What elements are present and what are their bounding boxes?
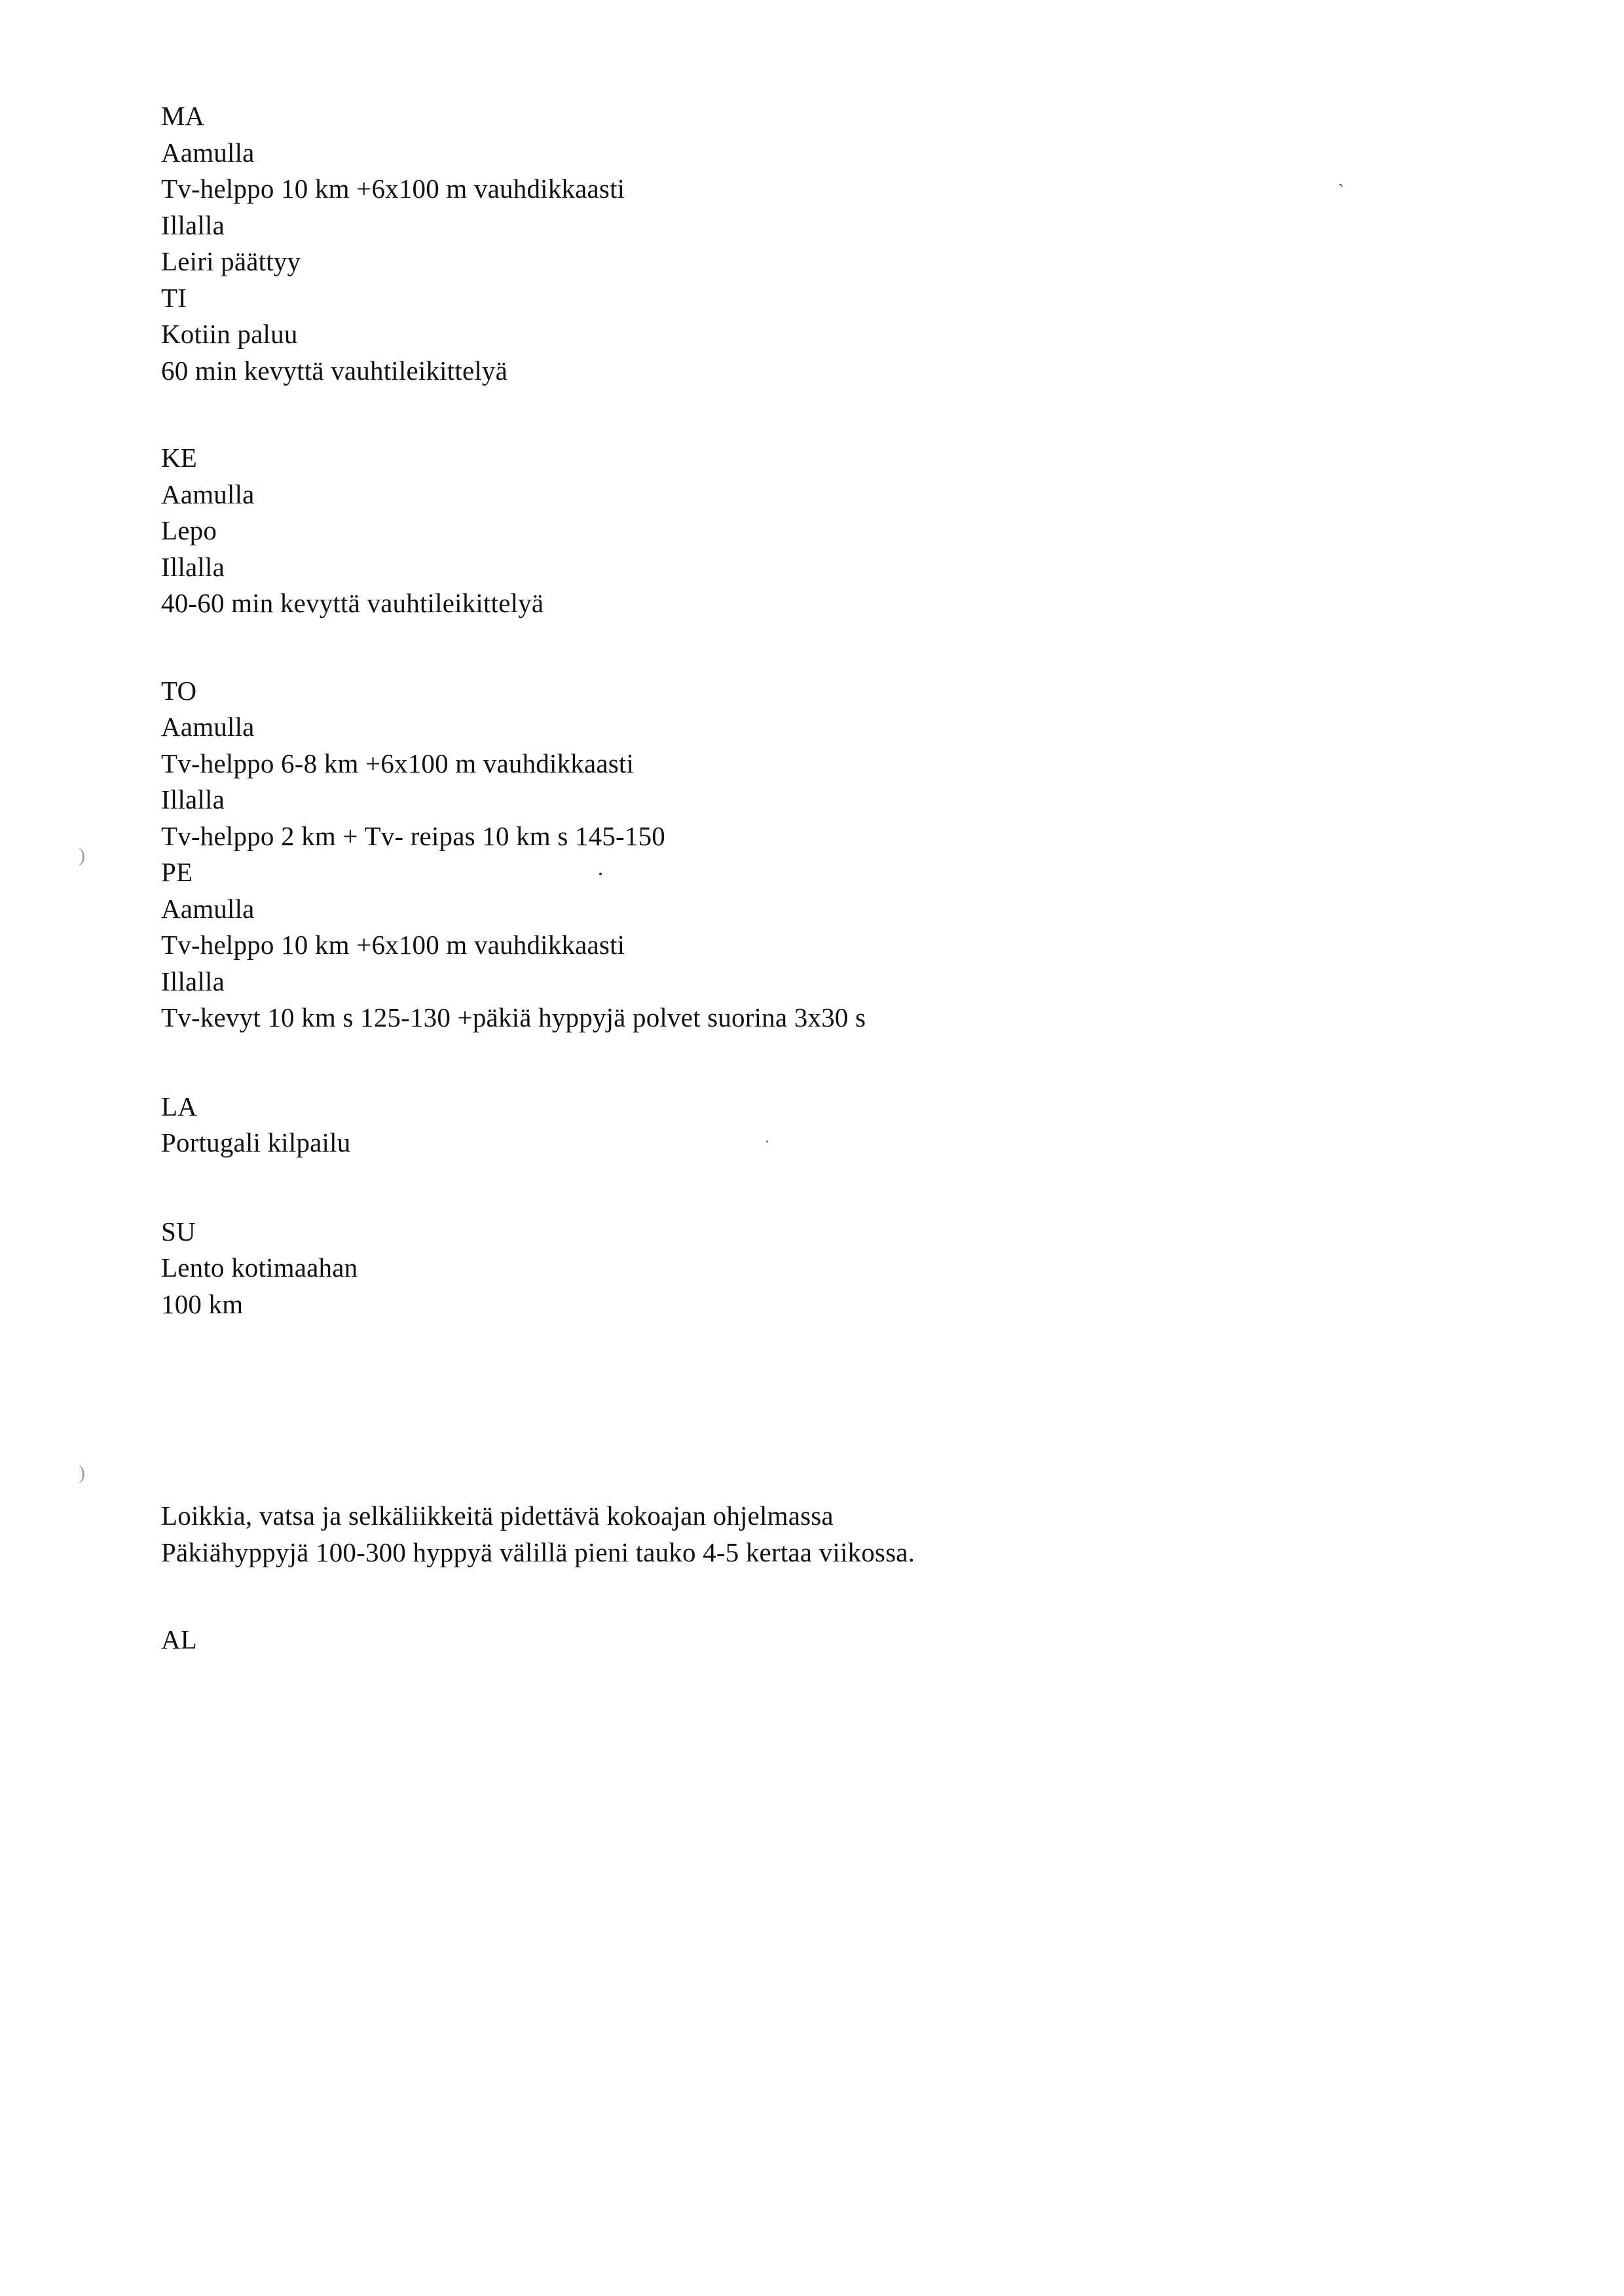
document-body [161,98,1471,1658]
evening-workout: Leiri päättyy [161,246,301,276]
evening-label: Illalla [161,966,225,996]
workout-line: 60 min kevyttä vauhtileikittelyä [161,355,508,386]
activity-line: Kotiin paluu [161,319,298,349]
day-heading-la: LA [161,1091,198,1121]
activity-line: Lento kotimaahan [161,1252,358,1283]
morning-workout: Tv-helppo 10 km +6x100 m vauhdikkaasti [161,930,625,960]
evening-workout: 40-60 min kevyttä vauhtileikittelyä [161,588,544,618]
scan-bracket-mark: ) [79,1462,85,1484]
section-ti [161,280,1471,390]
day-heading-ti: TI [161,282,187,313]
section-su [161,1214,1471,1323]
spacer [161,1571,1471,1622]
note-line: Loikkia, vatsa ja selkäliikkeitä pidettävä kokoajan ohjelmassa [161,1501,834,1531]
morning-label: Aamulla [161,479,255,509]
distance-line: 100 km [161,1288,244,1319]
section-la [161,1089,1471,1161]
day-heading-su: SU [161,1216,196,1247]
section-pe [161,854,1471,1036]
day-heading-to: TO [161,675,197,706]
author-initials: AL [161,1624,198,1654]
section-signature [161,1622,1471,1658]
morning-workout: Lepo [161,515,217,545]
spacer [161,1161,1471,1214]
evening-label: Illalla [161,210,225,240]
evening-label: Illalla [161,551,225,582]
morning-workout: Tv-helppo 10 km +6x100 m vauhdikkaasti [161,173,625,204]
note-line: Päkiähyppyjä 100-300 hyppyä välillä pieni tauko 4-5 kertaa viikossa. [161,1537,915,1567]
scan-bracket-mark: ) [79,845,85,866]
evening-label: Illalla [161,784,225,814]
morning-label: Aamulla [161,712,255,742]
scan-dot [599,873,602,875]
spacer [161,1322,1471,1434]
day-heading-ma: MA [161,101,205,131]
morning-workout: Tv-helppo 6-8 km +6x100 m vauhdikkaasti [161,748,635,778]
section-to [161,673,1471,855]
evening-workout: Tv-helppo 2 km + Tv- reipas 10 km s 145-150 [161,820,666,851]
section-ma [161,98,1471,280]
section-notes [161,1498,1471,1571]
morning-label: Aamulla [161,137,255,168]
spacer [161,1434,1471,1498]
spacer [161,1036,1471,1089]
evening-workout: Tv-kevyt 10 km s 125-130 +päkiä hyppyjä polvet suorina 3x30 s [161,1002,866,1032]
section-ke [161,440,1471,622]
spacer [161,622,1471,673]
morning-label: Aamulla [161,893,255,924]
scan-dot [766,1140,768,1142]
spacer [161,389,1471,440]
day-heading-pe: PE [161,857,193,887]
scan-tick-mark: ˏ [1338,166,1344,187]
day-heading-ke: KE [161,443,198,473]
activity-line: Portugali kilpailu [161,1127,351,1157]
